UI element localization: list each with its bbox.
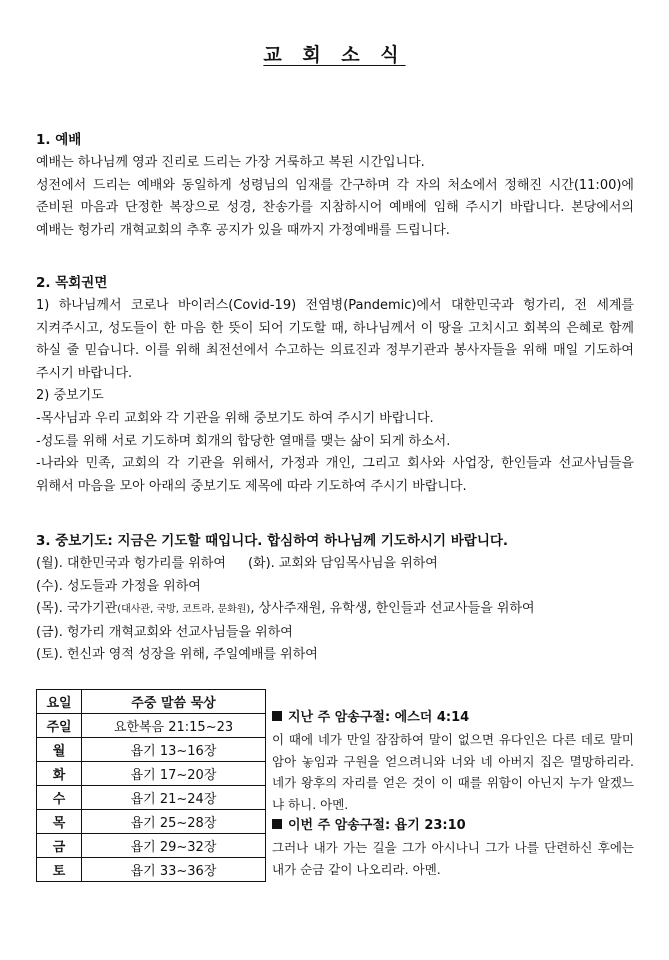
paragraph: -목사님과 우리 교회와 각 기관을 위해 중보기도 하여 주시기 바랍니다. xyxy=(36,410,434,426)
section-heading: 1. 예배 xyxy=(36,132,82,148)
section-worship xyxy=(36,129,634,242)
day-cell: 월 xyxy=(37,738,82,762)
square-bullet-icon xyxy=(272,819,282,829)
day-cell: 수 xyxy=(37,786,82,810)
reading-cell: 욥기 25~28장 xyxy=(82,810,266,834)
day-cell: 목 xyxy=(37,810,82,834)
prayer-item-tuesday: (화). 교회와 담임목사님을 위하여 xyxy=(247,556,438,571)
prayer-item-thursday-rest: , 상사주재원, 유학생, 한인들과 선교사들을 위하여 xyxy=(250,601,535,617)
reading-cell: 욥기 21~24장 xyxy=(82,786,266,810)
column-header-day: 요일 xyxy=(37,690,82,714)
day-cell: 금 xyxy=(37,834,82,858)
table-row xyxy=(37,786,266,810)
section-heading: 3. 중보기도: 지금은 기도할 때입니다. 합심하여 하나님께 기도하시기 바랍니다. xyxy=(36,533,509,549)
prayer-item-saturday: (토). 헌신과 영적 성장을 위해, 주일예배를 위하여 xyxy=(36,647,318,663)
paragraph: -나라와 민족, 교회의 각 기관을 위해서, 가정과 개인, 그리고 회사와 사업장, 한인들과 선교사님들을 위해서 마음을 모아 아래의 중보기도 제목에 따라 기도하여 주시기 바랍니다. xyxy=(36,456,634,494)
prayer-item xyxy=(36,553,634,576)
prayer-item-thursday-detail: (대사관, 국방, 코트라, 문화원) xyxy=(117,604,251,616)
reading-cell: 욥기 13~16장 xyxy=(82,738,266,762)
prayer-item-friday: (금). 헝가리 개혁교회와 선교사님들을 위하여 xyxy=(36,624,293,640)
paragraph: 2) 중보기도 xyxy=(36,388,104,404)
verse-heading: 이번 주 암송구절: 욥기 23:10 xyxy=(288,818,466,833)
page-title: 교 회 소 식 xyxy=(263,44,406,66)
day-cell: 토 xyxy=(37,858,82,882)
table-row xyxy=(37,858,266,882)
prayer-item-monday: (월). 대한민국과 헝가리를 위하여 xyxy=(36,556,226,571)
reading-cell: 요한복음 21:15~23 xyxy=(82,714,266,738)
column-header-reading: 주중 말씀 묵상 xyxy=(82,690,266,714)
verse-text: 그러나 내가 가는 길을 그가 아시나니 그가 나를 단련하신 후에는 내가 순금 같이 나오리라. 아멘. xyxy=(272,840,634,877)
table-row xyxy=(37,762,266,786)
paragraph: 예배는 하나님께 영과 진리로 드리는 가장 거룩하고 복된 시간입니다. xyxy=(36,155,425,170)
section-heading: 2. 목회권면 xyxy=(36,275,108,291)
prayer-item-wednesday: (수). 성도들과 가정을 위하여 xyxy=(36,578,201,594)
prayer-item-thursday: (목). 국가기관 xyxy=(36,601,118,617)
day-cell: 화 xyxy=(37,762,82,786)
table-row xyxy=(37,810,266,834)
paragraph: 성전에서 드리는 예배와 동일하게 성령님의 임재를 간구하며 각 자의 처소에서 정해진 시간(11:00)에 준비된 마음과 단정한 복장으로 성경, 찬송가를 지참하시어 예배에 임해 주시기 바랍니다. 본당에서의 예배는 헝가리 개혁교회의 추후 공지가 있을 때까지 가정예배를 드립니다. xyxy=(36,177,634,238)
section-intercessory-prayer xyxy=(36,530,634,667)
last-week-memory-verse xyxy=(272,707,634,815)
table-row xyxy=(37,834,266,858)
table-header-row xyxy=(37,690,266,714)
paragraph: 1) 하나님께서 코로나 바이러스(Covid-19) 전염병(Pandemic)에서 대한민국과 헝가리, 전 세계를 지켜주시고, 성도들이 한 마음 한 뜻이 되어 기도할 때, 하나님께서 이 땅을 고치시고 회복의 은혜로 함께 하실 줄 믿습니다. 이를 위해 최전선에서 수고하는 의료진과 정부기관과 봉사자들을 위해 매일 기도하여 주시기 바랍니다. xyxy=(36,298,634,381)
square-bullet-icon xyxy=(272,711,282,721)
this-week-memory-verse xyxy=(272,815,634,880)
section-pastoral-exhortation xyxy=(36,272,634,498)
reading-cell: 욥기 17~20장 xyxy=(82,762,266,786)
reading-cell: 욥기 33~36장 xyxy=(82,858,266,882)
table-row xyxy=(37,738,266,762)
reading-cell: 욥기 29~32장 xyxy=(82,834,266,858)
prayer-item xyxy=(36,598,634,622)
day-cell: 주일 xyxy=(37,714,82,738)
verse-heading: 지난 주 암송구절: 에스더 4:14 xyxy=(288,710,470,725)
verse-text: 이 때에 네가 만일 잠잠하여 말이 없으면 유다인은 다른 데로 말미암아 놓임과 구원을 얻으려니와 너와 네 아버지 집은 멸망하리라. 네가 왕후의 자리를 얻은 것이 이 때를 위함이 아닌지 누가 알겠느냐 하니. 아멘. xyxy=(272,732,634,812)
paragraph: -성도를 위해 서로 기도하며 회개의 합당한 열매를 맺는 삶이 되게 하소서. xyxy=(36,433,451,449)
weekly-reading-table xyxy=(36,689,266,882)
table-row xyxy=(37,714,266,738)
